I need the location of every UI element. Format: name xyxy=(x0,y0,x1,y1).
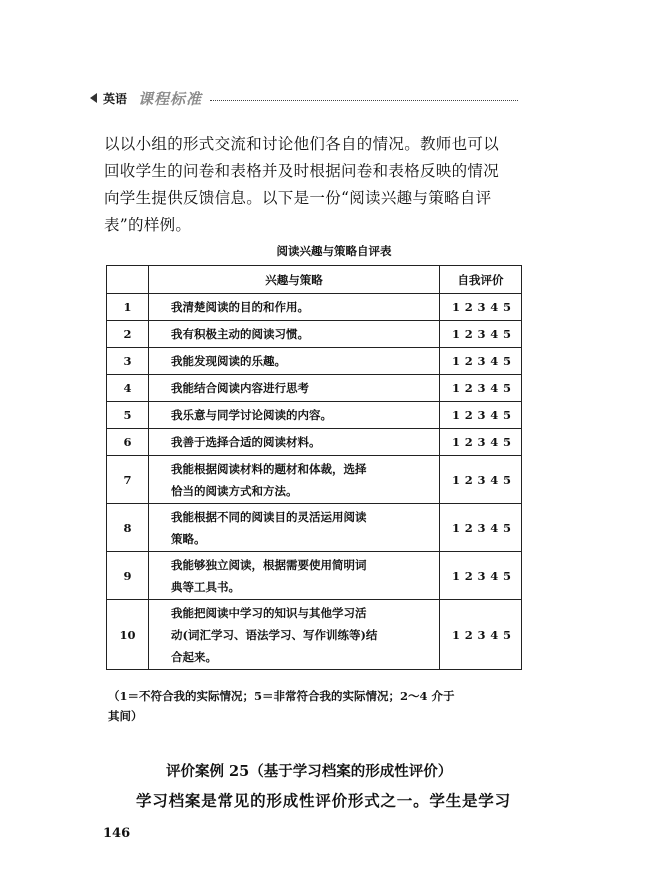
rating-option: 1 xyxy=(452,435,461,449)
rating-option: 4 xyxy=(490,472,499,487)
rating-option: 1 xyxy=(452,381,461,395)
table-row xyxy=(107,504,522,552)
rating-option: 3 xyxy=(477,327,486,341)
scale-note xyxy=(108,686,528,726)
note-line: 其间） xyxy=(108,709,143,723)
case-title: 评价案例 25（基于学习档案的形成性评价） xyxy=(166,763,453,780)
rating-option: 4 xyxy=(490,327,499,341)
rating-option: 4 xyxy=(490,520,499,535)
row-number: 3 xyxy=(107,348,149,375)
table-header-row xyxy=(107,266,522,294)
self-assessment-table xyxy=(106,265,522,670)
note-line: （1＝不符合我的实际情况；5＝非常符合我的实际情况；2～4 介于 xyxy=(108,689,455,703)
rating-option: 5 xyxy=(502,627,511,642)
rating-option: 5 xyxy=(502,327,511,341)
rating-scale-cell xyxy=(440,375,522,402)
strategy-cell xyxy=(149,402,440,429)
strategy-text: 我善于选择合适的阅读材料。 xyxy=(171,435,321,449)
rating-option: 5 xyxy=(502,520,511,535)
table-row xyxy=(107,348,522,375)
intro-paragraph xyxy=(104,131,534,239)
strategy-cell xyxy=(149,348,440,375)
rating-option: 4 xyxy=(490,568,499,583)
rating-option: 3 xyxy=(477,300,486,314)
intro-line: 回收学生的问卷和表格并及时根据问卷和表格反映的情况 xyxy=(104,162,500,180)
header-subject: 英语 xyxy=(103,92,128,106)
row-number: 5 xyxy=(107,402,149,429)
row-number: 7 xyxy=(107,456,149,504)
rating-option: 2 xyxy=(464,520,473,535)
row-number: 8 xyxy=(107,504,149,552)
rating-option: 1 xyxy=(452,327,461,341)
rating-option: 2 xyxy=(464,472,473,487)
table-body xyxy=(107,294,522,670)
rating-scale-cell xyxy=(440,600,522,670)
intro-line: 向学生提供反馈信息。以下是一份“阅读兴趣与策略自评 xyxy=(104,189,492,207)
table-row xyxy=(107,552,522,600)
strategy-text: 我能把阅读中学习的知识与其他学习活 xyxy=(171,605,367,620)
rating-option: 3 xyxy=(477,568,486,583)
rating-option: 2 xyxy=(464,435,473,449)
rating-option: 4 xyxy=(490,408,499,422)
rating-option: 1 xyxy=(452,354,461,368)
rating-option: 2 xyxy=(464,381,473,395)
strategy-text: 我有积极主动的阅读习惯。 xyxy=(171,327,309,341)
rating-option: 5 xyxy=(502,354,511,368)
strategy-cell xyxy=(149,552,440,600)
rating-option: 4 xyxy=(490,627,499,642)
triangle-left-icon xyxy=(90,93,97,103)
rating-option: 2 xyxy=(464,327,473,341)
rating-option: 3 xyxy=(477,472,486,487)
rating-option: 1 xyxy=(452,472,461,487)
table-row xyxy=(107,375,522,402)
rating-option: 4 xyxy=(490,435,499,449)
row-number: 1 xyxy=(107,294,149,321)
strategy-cell xyxy=(149,504,440,552)
rating-option: 2 xyxy=(464,300,473,314)
rating-scale-cell xyxy=(440,321,522,348)
rating-scale-cell xyxy=(440,294,522,321)
strategy-text: 我能根据不同的阅读目的灵活运用阅读 xyxy=(171,509,367,524)
table-title: 阅读兴趣与策略自评表 xyxy=(276,244,392,258)
strategy-cell xyxy=(149,294,440,321)
strategy-text: 我能发现阅读的乐趣。 xyxy=(171,354,286,368)
row-number: 2 xyxy=(107,321,149,348)
table-row xyxy=(107,402,522,429)
table-row xyxy=(107,456,522,504)
rating-option: 5 xyxy=(502,435,511,449)
row-number: 10 xyxy=(107,600,149,670)
rating-option: 2 xyxy=(464,627,473,642)
rating-option: 3 xyxy=(477,381,486,395)
header-self-rating: 自我评价 xyxy=(440,266,522,294)
strategy-cell xyxy=(149,321,440,348)
rating-scale-cell xyxy=(440,402,522,429)
rating-option: 5 xyxy=(502,300,511,314)
rating-option: 1 xyxy=(452,568,461,583)
rating-option: 2 xyxy=(464,408,473,422)
strategy-text: 我乐意与同学讨论阅读的内容。 xyxy=(171,408,332,422)
rating-scale-cell xyxy=(440,504,522,552)
strategy-cell xyxy=(149,375,440,402)
row-number: 9 xyxy=(107,552,149,600)
table-row xyxy=(107,294,522,321)
rating-scale-cell xyxy=(440,429,522,456)
rating-option: 5 xyxy=(502,408,511,422)
rating-option: 5 xyxy=(502,472,511,487)
header-title: 课程标准 xyxy=(138,90,203,108)
rating-option: 4 xyxy=(490,381,499,395)
strategy-text: 我清楚阅读的目的和作用。 xyxy=(171,300,309,314)
strategy-text: 我能根据阅读材料的题材和体裁，选择 xyxy=(171,461,367,476)
rating-scale-cell xyxy=(440,456,522,504)
rating-option: 3 xyxy=(477,520,486,535)
rating-option: 3 xyxy=(477,435,486,449)
header-dotted-rule xyxy=(210,100,518,101)
table-row xyxy=(107,429,522,456)
row-number: 6 xyxy=(107,429,149,456)
rating-option: 1 xyxy=(452,520,461,535)
table-row xyxy=(107,600,522,670)
strategy-text: 典等工具书。 xyxy=(171,579,240,594)
strategy-text: 我能够独立阅读，根据需要使用简明词 xyxy=(171,557,367,572)
rating-option: 4 xyxy=(490,300,499,314)
strategy-cell xyxy=(149,429,440,456)
rating-option: 5 xyxy=(502,381,511,395)
header-num xyxy=(107,266,149,294)
rating-option: 4 xyxy=(490,354,499,368)
rating-option: 2 xyxy=(464,568,473,583)
rating-option: 1 xyxy=(452,627,461,642)
rating-option: 3 xyxy=(477,354,486,368)
intro-line: 表”的样例。 xyxy=(104,216,192,234)
row-number: 4 xyxy=(107,375,149,402)
rating-option: 2 xyxy=(464,354,473,368)
rating-scale-cell xyxy=(440,348,522,375)
case-text: 学习档案是常见的形成性评价形式之一。学生是学习 xyxy=(136,791,511,810)
rating-scale-cell xyxy=(440,552,522,600)
table-row xyxy=(107,321,522,348)
strategy-text: 策略。 xyxy=(171,531,206,546)
header-strategy: 兴趣与策略 xyxy=(149,266,440,294)
strategy-cell xyxy=(149,600,440,670)
rating-option: 3 xyxy=(477,408,486,422)
rating-option: 5 xyxy=(502,568,511,583)
rating-option: 1 xyxy=(452,408,461,422)
strategy-cell xyxy=(149,456,440,504)
strategy-text: 恰当的阅读方式和方法。 xyxy=(171,483,298,498)
intro-line: 以以小组的形式交流和讨论他们各自的情况。教师也可以 xyxy=(104,135,500,153)
strategy-text: 合起来。 xyxy=(171,649,217,664)
running-header xyxy=(90,88,520,112)
page-number: 146 xyxy=(103,826,131,841)
rating-option: 3 xyxy=(477,627,486,642)
rating-option: 1 xyxy=(452,300,461,314)
strategy-text: 我能结合阅读内容进行思考 xyxy=(171,381,309,395)
strategy-text: 动(词汇学习、语法学习、写作训练等)结 xyxy=(171,627,378,642)
